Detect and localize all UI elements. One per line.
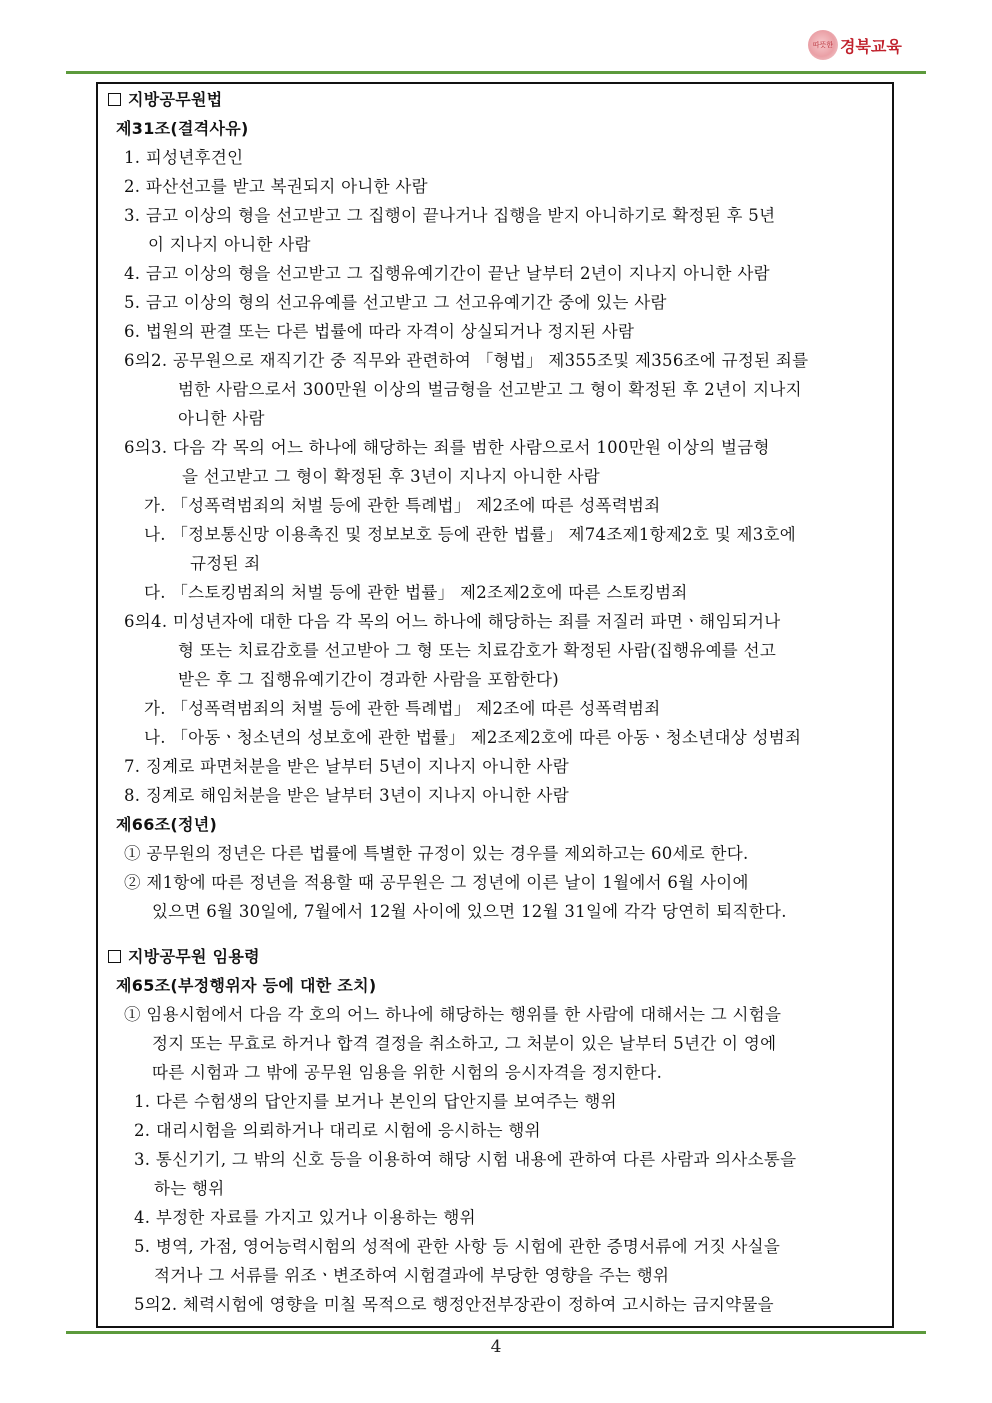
text-line (124, 263, 770, 285)
line-text: 4. 금고 이상의 형을 선고받고 그 집행유예기간이 끝난 날부터 2년이 지나지 아니한 사람 (124, 264, 770, 283)
line-text: ① 공무원의 정년은 다른 법률에 특별한 규정이 있는 경우를 제외하고는 60세로 한다. (124, 844, 749, 863)
text-line (124, 292, 667, 314)
text-line (124, 872, 749, 894)
text-line (144, 582, 688, 604)
line-text: 5의2. 체력시험에 영향을 미칠 목적으로 행정안전부장관이 정하여 고시하는 금지약물을 (134, 1295, 774, 1314)
text-line (134, 1149, 796, 1171)
text-line (124, 843, 749, 865)
article-heading (116, 814, 217, 836)
text-line (178, 640, 776, 662)
line-text: ② 제1항에 따른 정년을 적용할 때 공무원은 그 정년에 이른 날이 1월에서 6월 사이에 (124, 873, 749, 892)
text-line (134, 1120, 541, 1142)
text-line (154, 1265, 669, 1287)
text-line (190, 553, 261, 575)
line-text: 범한 사람으로서 300만원 이상의 벌금형을 선고받고 그 형이 확정된 후 2년이 지나지 (178, 380, 802, 399)
line-text: 하는 행위 (154, 1179, 225, 1198)
line-text: 지방공무원 임용령 (128, 947, 260, 966)
square-bullet-icon (108, 93, 121, 106)
text-line (144, 727, 801, 749)
line-text: 따른 시험과 그 밖에 공무원 임용을 위한 시험의 응시자격을 정지한다. (152, 1063, 663, 1082)
line-text: 6의2. 공무원으로 재직기간 중 직무와 관련하여 「형법」 제355조및 제356조에 규정된 죄를 (124, 351, 809, 370)
line-text: 4. 부정한 자료를 가지고 있거나 이용하는 행위 (134, 1208, 476, 1227)
footer-rule (66, 1331, 926, 1334)
line-text: 1. 다른 수험생의 답안지를 보거나 본인의 답안지를 보여주는 행위 (134, 1092, 617, 1111)
line-text: 가. 「성폭력범죄의 처벌 등에 관한 특례법」 제2조에 따른 성폭력범죄 (144, 699, 661, 718)
text-line (152, 1062, 662, 1084)
text-line (124, 785, 569, 807)
line-text: 3. 금고 이상의 형을 선고받고 그 집행이 끝나거나 집행을 받지 아니하기로 확정된 후 5년 (124, 206, 776, 225)
line-text: 받은 후 그 집행유예기간이 경과한 사람을 포함한다) (178, 670, 560, 689)
header-rule (66, 71, 926, 74)
line-text: 3. 통신기기, 그 밖의 신호 등을 이용하여 해당 시험 내용에 관하여 다른 사람과 의사소통을 (134, 1150, 797, 1169)
text-line (144, 524, 796, 546)
line-text: 나. 「아동ㆍ청소년의 성보호에 관한 법률」 제2조제2호에 따른 아동ㆍ청소년대상 성범죄 (144, 728, 802, 747)
line-text: 2. 대리시험을 의뢰하거나 대리로 시험에 응시하는 행위 (134, 1121, 541, 1140)
article-heading (116, 118, 249, 140)
text-line (182, 466, 600, 488)
line-text: 6의3. 다음 각 목의 어느 하나에 해당하는 죄를 범한 사람으로서 100만원 이상의 벌금형 (124, 438, 770, 457)
text-line (148, 234, 311, 256)
text-line (124, 350, 808, 372)
text-line (124, 147, 243, 169)
text-line (124, 756, 569, 778)
line-text: 6. 법원의 판결 또는 다른 법률에 따라 자격이 상실되거나 정지된 사람 (124, 322, 635, 341)
text-line (152, 901, 787, 923)
line-text: 5. 금고 이상의 형의 선고유예를 선고받고 그 선고유예기간 중에 있는 사람 (124, 293, 667, 312)
line-text: 8. 징계로 해임처분을 받은 날부터 3년이 지나지 아니한 사람 (124, 786, 569, 805)
text-line (124, 437, 770, 459)
text-line (152, 1033, 776, 1055)
text-line (134, 1091, 617, 1113)
line-text: 있으면 6월 30일에, 7월에서 12월 사이에 있으면 12월 31일에 각각 당연히 퇴직한다. (152, 902, 787, 921)
section-heading (108, 946, 260, 968)
line-text: 규정된 죄 (190, 554, 261, 573)
text-line (178, 408, 265, 430)
law-text-box (96, 82, 894, 1328)
line-text: ① 임용시험에서 다음 각 호의 어느 하나에 해당하는 행위를 한 사람에 대해서는 그 시험을 (124, 1005, 782, 1024)
line-text: 제31조(결격사유) (116, 119, 249, 138)
line-text: 1. 피성년후견인 (124, 148, 244, 167)
text-line (124, 176, 428, 198)
text-line (178, 379, 802, 401)
logo-small-text: 따뜻한 (812, 41, 834, 49)
text-line (134, 1207, 476, 1229)
line-text: 지방공무원법 (128, 90, 223, 109)
line-text: 형 또는 치료감호를 선고받아 그 형 또는 치료감호가 확정된 사람(집행유예를 선고 (178, 641, 777, 660)
line-text: 제66조(정년) (116, 815, 218, 834)
text-line (124, 611, 781, 633)
line-text: 정지 또는 무효로 하거나 합격 결정을 취소하고, 그 처분이 있은 날부터 5년간 이 영에 (152, 1034, 777, 1053)
line-text: 아니한 사람 (178, 409, 265, 428)
text-line (124, 321, 634, 343)
text-line (144, 495, 661, 517)
line-text: 적거나 그 서류를 위조ㆍ변조하여 시험결과에 부당한 영향을 주는 행위 (154, 1266, 670, 1285)
line-text: 2. 파산선고를 받고 복권되지 아니한 사람 (124, 177, 428, 196)
logo-main-text: 경북교육 (840, 36, 902, 56)
text-line (134, 1236, 780, 1258)
logo-emblem-icon (808, 30, 838, 60)
section-heading (108, 89, 223, 111)
text-line (144, 698, 661, 720)
text-line (134, 1294, 774, 1316)
line-text: 7. 징계로 파면처분을 받은 날부터 5년이 지나지 아니한 사람 (124, 757, 569, 776)
text-line (178, 669, 559, 691)
line-text: 제65조(부정행위자 등에 대한 조치) (116, 976, 377, 995)
line-text: 이 지나지 아니한 사람 (148, 235, 311, 254)
line-text: 을 선고받고 그 형이 확정된 후 3년이 지나지 아니한 사람 (182, 467, 600, 486)
page-number: 4 (490, 1337, 502, 1357)
brand-logo (808, 30, 902, 60)
line-text: 5. 병역, 가점, 영어능력시험의 성적에 관한 사항 등 시험에 관한 증명서류에 거짓 사실을 (134, 1237, 781, 1256)
text-line (154, 1178, 225, 1200)
article-heading (116, 975, 377, 997)
line-text: 가. 「성폭력범죄의 처벌 등에 관한 특례법」 제2조에 따른 성폭력범죄 (144, 496, 661, 515)
line-text: 다. 「스토킹범죄의 처벌 등에 관한 법률」 제2조제2호에 따른 스토킹범죄 (144, 583, 688, 602)
line-text: 6의4. 미성년자에 대한 다음 각 목의 어느 하나에 해당하는 죄를 저질러 파면ㆍ해임되거나 (124, 612, 781, 631)
text-line (124, 205, 775, 227)
square-bullet-icon (108, 950, 121, 963)
text-line (124, 1004, 781, 1026)
line-text: 나. 「정보통신망 이용촉진 및 정보보호 등에 관한 법률」 제74조제1항제2호 및 제3호에 (144, 525, 796, 544)
